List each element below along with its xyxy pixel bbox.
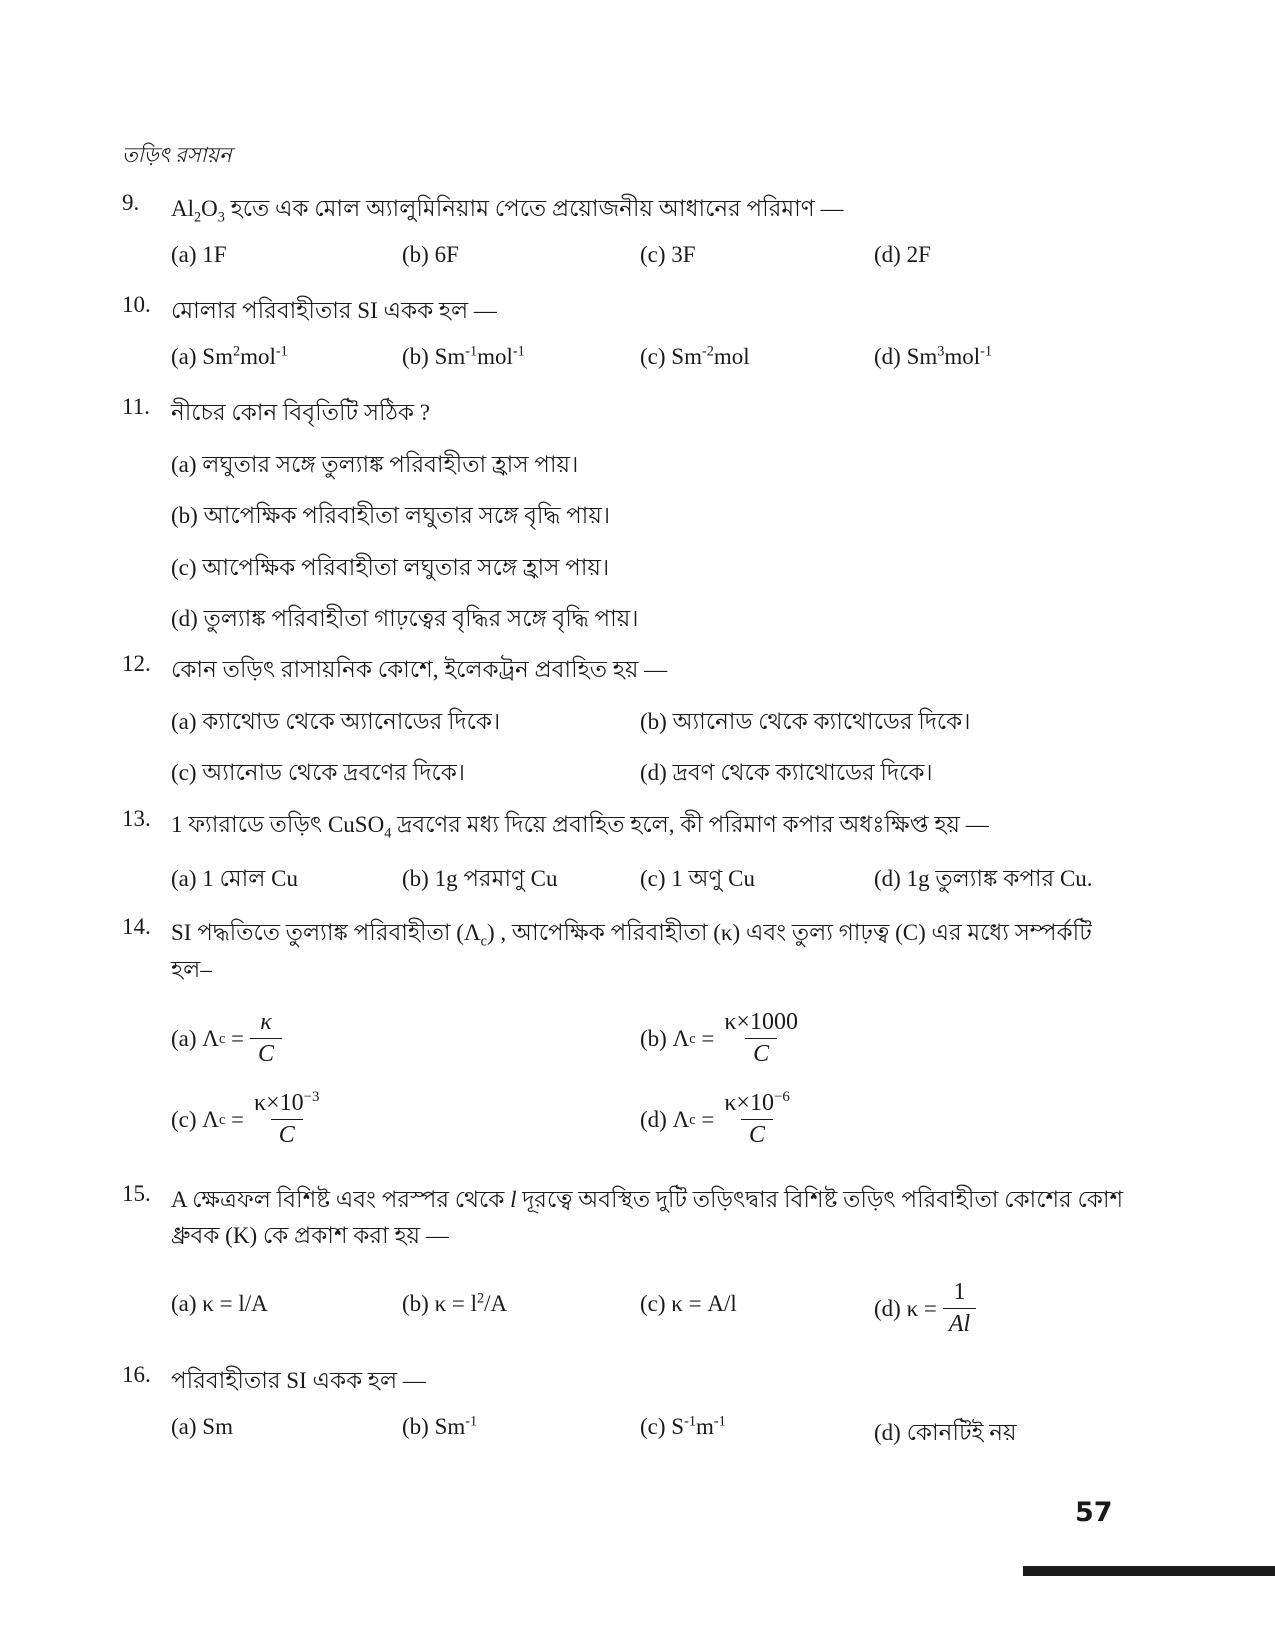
question-number: 11. xyxy=(122,394,150,419)
option-a: (a) 1F xyxy=(171,242,227,267)
question-number: 16. xyxy=(122,1362,151,1387)
option-b: (b) 6F xyxy=(402,242,459,267)
option-b: (b) $Sm^{-1}mol^{-1}$ xyxy=(402,343,525,369)
question-text: পরিবাহীতার SI একক হল — xyxy=(171,1368,426,1393)
page-header: তড়িৎ রসায়ন xyxy=(122,143,232,167)
option-d: (d) দ্রবণ থেকে ক্যাথোডের দিকে। xyxy=(640,760,933,785)
option-a: (a) Sm$^2$mol$^{-1}$ xyxy=(171,343,288,369)
option-c: (c) 3F xyxy=(640,242,696,267)
question-text-line2: ধ্রুবক (K) কে প্রকাশ করা হয় — xyxy=(171,1223,449,1248)
question-text: নীচের কোন বিবৃতিটি সঠিক ? xyxy=(171,400,430,425)
option-d: (d) 1g তুল্যাঙ্ক কপার Cu. xyxy=(874,866,1093,891)
option-c: (c) $Sm^{-2}mol$ xyxy=(640,343,750,369)
option-a: (a) 1 মোল Cu xyxy=(171,866,299,891)
fraction: $\frac{\kappa}{C}$ xyxy=(250,1009,282,1068)
fraction: $\frac{\kappa\times 10^{-3}}{C}$ xyxy=(254,1089,320,1148)
option-c: (c) Λ c = $\frac{\kappa\times 10^{-3}}{C}$ xyxy=(171,1090,324,1149)
option-a: (a) Λ c = $\frac{\kappa}{C}$ xyxy=(171,1009,282,1068)
option-a: (a) κ = l/A xyxy=(171,1291,268,1316)
option-c: (c) $S^{-1}m^{-1}$ xyxy=(640,1413,726,1439)
page-number: 57 xyxy=(1075,1497,1113,1528)
option-a: (a) Sm xyxy=(171,1414,233,1439)
option-b: (b) Λ c = $\frac{\kappa\times 1000}{C}$ xyxy=(640,1009,802,1068)
fraction: $\frac{\kappa\times 10^{-6}}{C}$ xyxy=(724,1089,790,1148)
option-b: (b) আপেক্ষিক পরিবাহীতা লঘুতার সঙ্গে বৃদ্ধি পায়। xyxy=(171,503,611,528)
question-number: 14. xyxy=(122,914,151,939)
option-c: (c) আপেক্ষিক পরিবাহীতা লঘুতার সঙ্গে হ্রাস পায়। xyxy=(171,555,610,580)
fraction: $\frac{\kappa\times 1000}{C}$ xyxy=(724,1009,798,1067)
option-d: (d) Λ c = $\frac{\kappa\times 10^{-6}}{C}$ xyxy=(640,1090,794,1149)
question-number: 9. xyxy=(122,190,140,215)
question-number: 15. xyxy=(122,1181,151,1206)
question-number: 12. xyxy=(122,651,151,676)
question-text: 1 ফ্যারাডে তড়িৎ CuSO$_4$ দ্রবণের মধ্য দিয়ে প্রবাহিত হলে, কী পরিমাণ কপার অধঃক্ষিপ্ত হয় — xyxy=(171,812,989,842)
option-c: (c) 1 অণু Cu xyxy=(640,866,755,891)
question-number: 13. xyxy=(122,806,151,831)
option-a: (a) লঘুতার সঙ্গে তুল্যাঙ্ক পরিবাহীতা হ্রাস পায়। xyxy=(171,452,579,477)
option-d: (d) তুল্যাঙ্ক পরিবাহীতা গাঢ়ত্বের বৃদ্ধির সঙ্গে বৃদ্ধি পায়। xyxy=(171,606,639,631)
question-text: মোলার পরিবাহীতার SI একক হল — xyxy=(171,298,497,323)
option-c: (c) অ্যানোড থেকে দ্রবণের দিকে। xyxy=(171,760,466,785)
question-text-line2: হল– xyxy=(171,957,212,982)
option-d: (d) κ = $\frac{1}{Al}$ xyxy=(874,1279,976,1338)
option-b: (b) $Sm^{-1}$ xyxy=(402,1413,478,1439)
option-c: (c) κ = A/l xyxy=(640,1291,737,1316)
question-text: SI পদ্ধতিতে তুল্যাঙ্ক পরিবাহীতা $(\Lambda_c)$ , আপেক্ষিক পরিবাহীতা (κ) এবং তুল্য গাঢ়ত্ব (C) এর মধ্যে সম্পর্কটি xyxy=(171,920,1092,950)
question-text: কোন তড়িৎ রাসায়নিক কোশে, ইলেকট্রন প্রবাহিত হয় — xyxy=(171,657,668,682)
option-a: (a) ক্যাথোড থেকে অ্যানোডের দিকে। xyxy=(171,709,501,734)
option-d: (d) Sm$^3$mol$^{-1}$ xyxy=(874,343,993,369)
question-number: 10. xyxy=(122,292,151,317)
option-b: (b) অ্যানোড থেকে ক্যাথোডের দিকে। xyxy=(640,709,971,734)
footer-bar xyxy=(1023,1566,1275,1576)
option-b: (b) $\kappa = l^2/A$ xyxy=(402,1290,508,1316)
option-b: (b) 1g পরমাণু Cu xyxy=(402,866,558,891)
question-text: A ক্ষেত্রফল বিশিষ্ট এবং পরস্পর থেকে l দূরত্বে অবস্থিত দুটি তড়িৎদ্বার বিশিষ্ট তড়িৎ পরিবাহীতা কোশের কোশ xyxy=(171,1187,1124,1212)
option-d: (d) 2F xyxy=(874,242,931,267)
question-text: $Al_2O_3$ হতে এক মোল অ্যালুমিনিয়াম পেতে প্রয়োজনীয় আধানের পরিমাণ — xyxy=(171,196,844,226)
fraction: $\frac{1}{Al}$ xyxy=(943,1279,976,1338)
option-d: (d) কোনটিই নয় xyxy=(874,1420,1017,1445)
